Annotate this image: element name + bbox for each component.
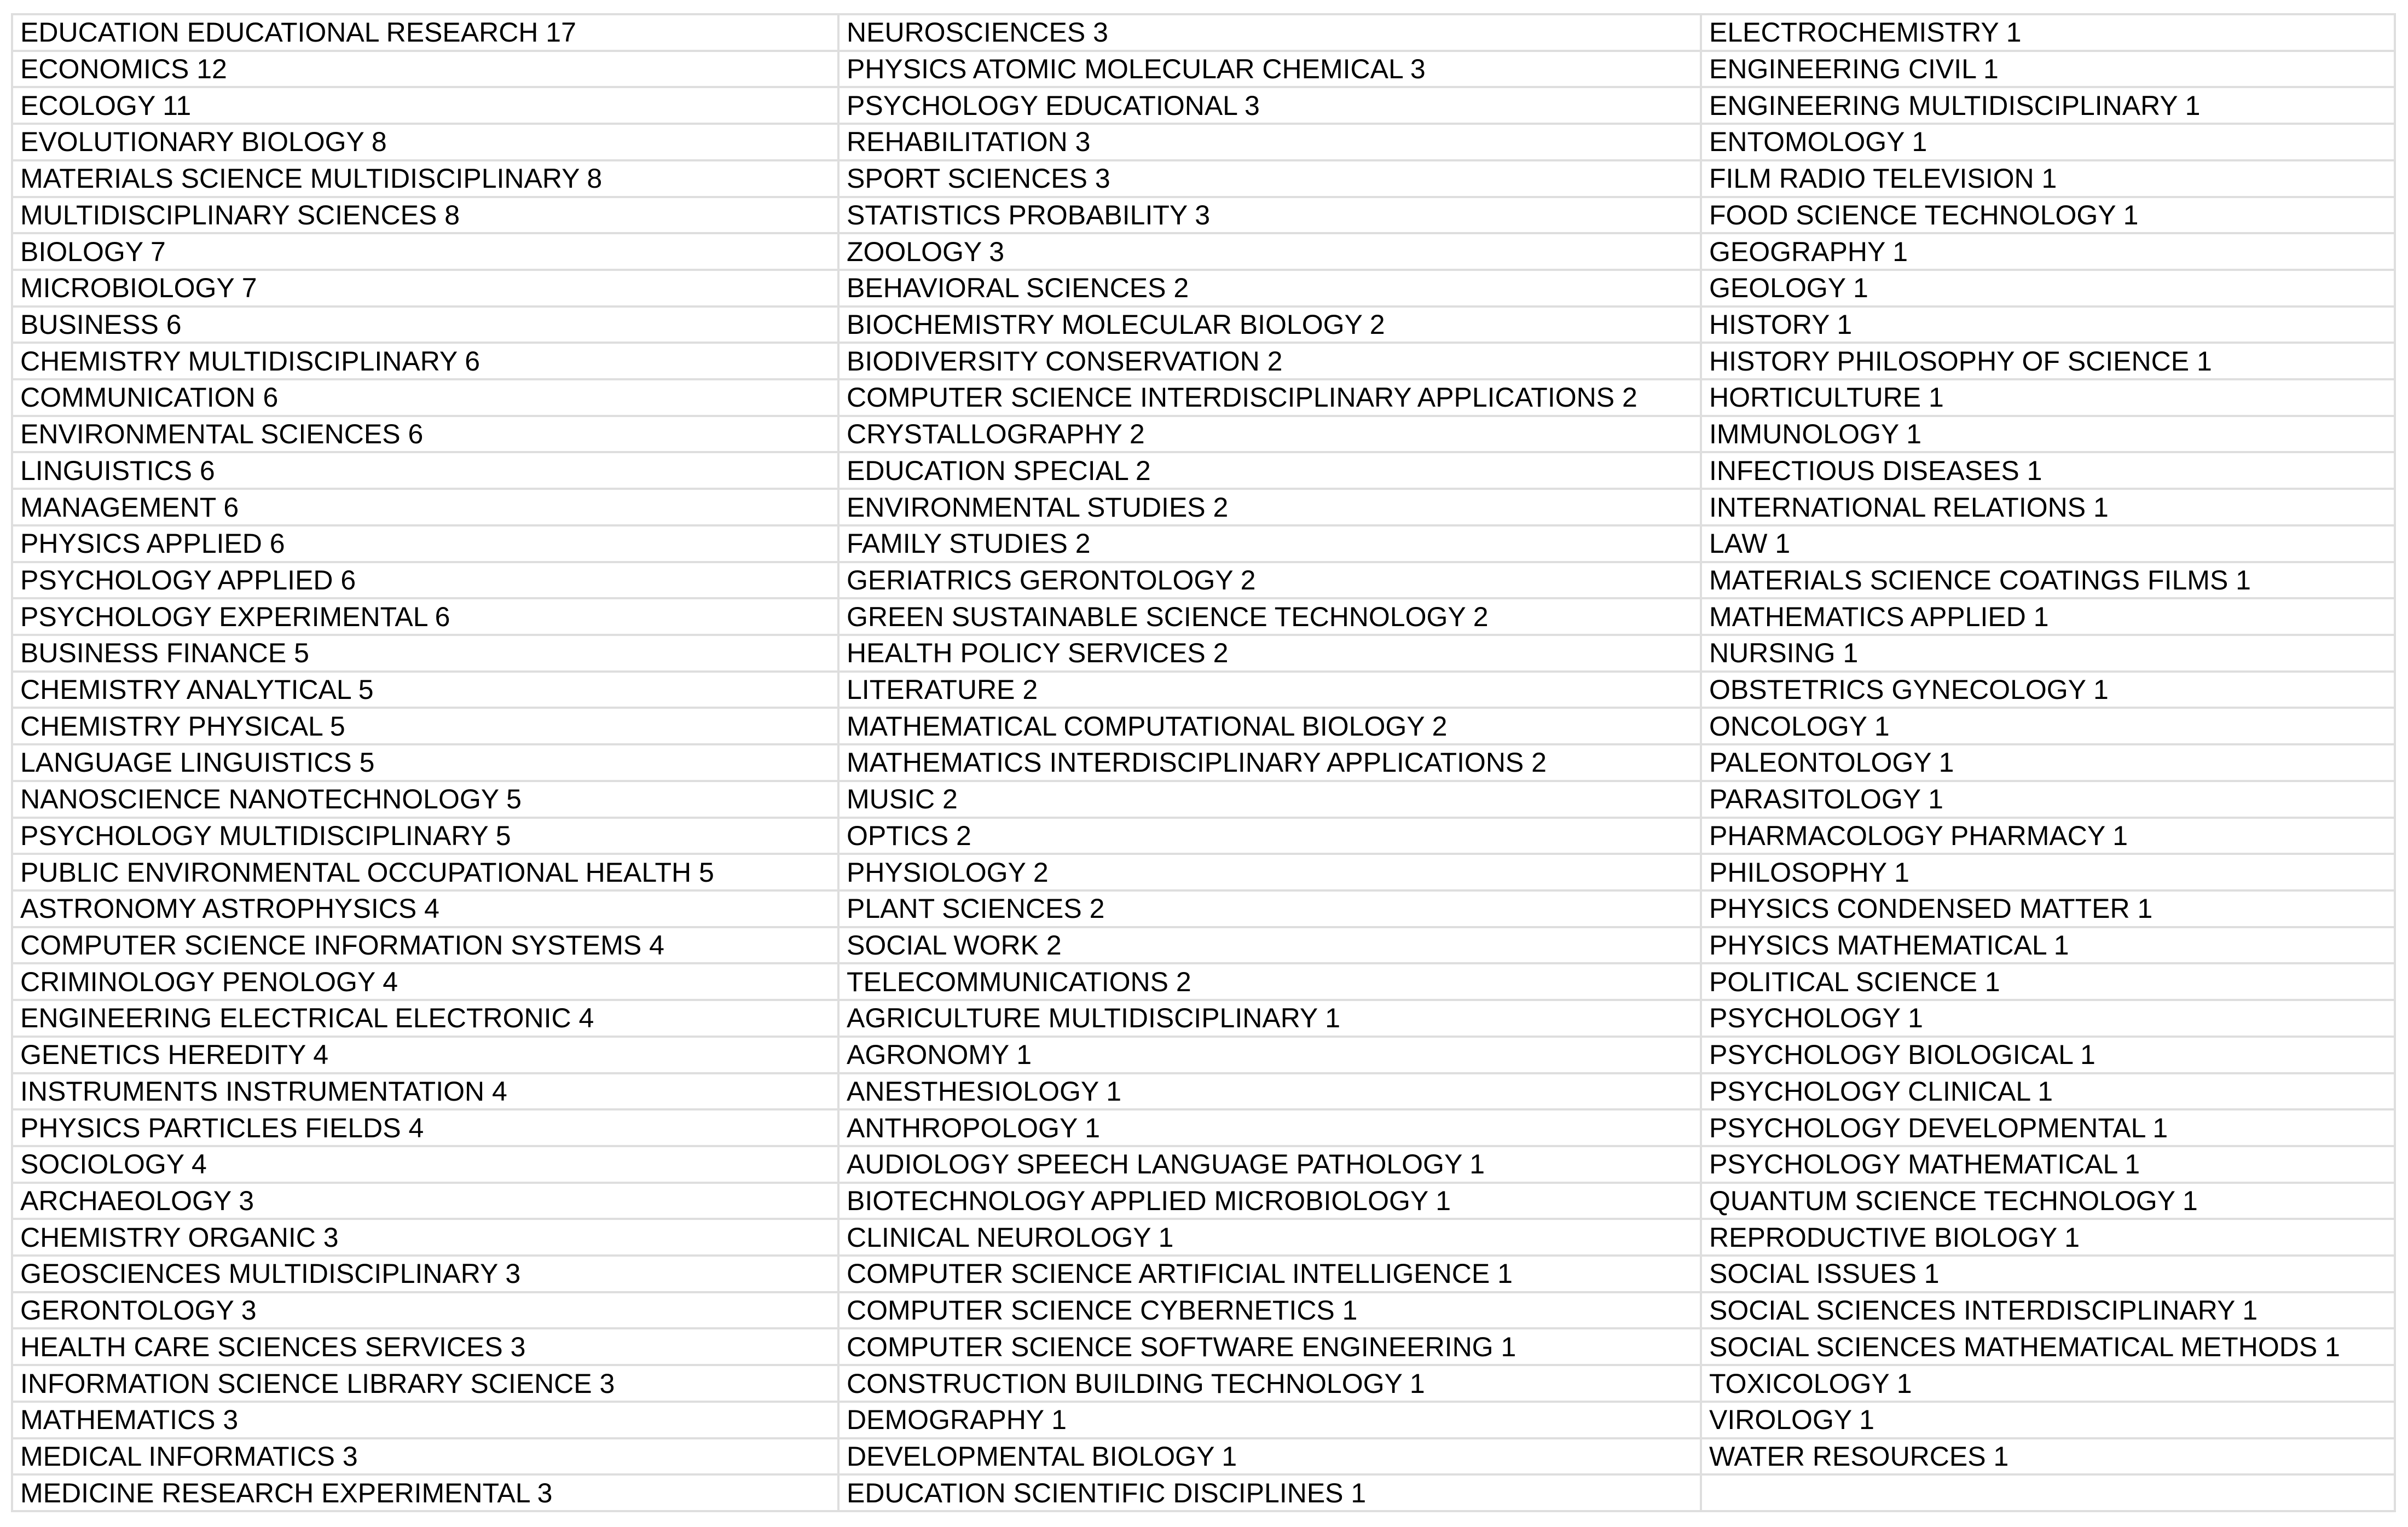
table-cell: COMMUNICATION 6 bbox=[13, 380, 837, 415]
table-cell: ELECTROCHEMISTRY 1 bbox=[1702, 15, 2394, 50]
table-cell: CRYSTALLOGRAPHY 2 bbox=[840, 417, 1700, 452]
table-cell: TELECOMMUNICATIONS 2 bbox=[840, 964, 1700, 999]
table-cell: EDUCATION SPECIAL 2 bbox=[840, 453, 1700, 488]
table-cell: GREEN SUSTAINABLE SCIENCE TECHNOLOGY 2 bbox=[840, 599, 1700, 634]
table-cell: BIODIVERSITY CONSERVATION 2 bbox=[840, 344, 1700, 378]
table-cell: PHYSICS APPLIED 6 bbox=[13, 527, 837, 561]
table-cell: SOCIOLOGY 4 bbox=[13, 1147, 837, 1182]
table-cell: ENGINEERING MULTIDISCIPLINARY 1 bbox=[1702, 88, 2394, 123]
table-cell: CLINICAL NEUROLOGY 1 bbox=[840, 1220, 1700, 1254]
table-cell: CRIMINOLOGY PENOLOGY 4 bbox=[13, 964, 837, 999]
table-cell: HISTORY PHILOSOPHY OF SCIENCE 1 bbox=[1702, 344, 2394, 378]
table-cell: PSYCHOLOGY BIOLOGICAL 1 bbox=[1702, 1038, 2394, 1072]
table-cell: CHEMISTRY PHYSICAL 5 bbox=[13, 709, 837, 743]
subject-categories-table bbox=[11, 13, 2396, 1512]
table-cell: PHYSICS CONDENSED MATTER 1 bbox=[1702, 892, 2394, 926]
table-cell: MEDICAL INFORMATICS 3 bbox=[13, 1439, 837, 1474]
table-cell: LITERATURE 2 bbox=[840, 673, 1700, 707]
table-cell: EDUCATION SCIENTIFIC DISCIPLINES 1 bbox=[840, 1476, 1700, 1510]
table-cell bbox=[1702, 1476, 2394, 1510]
table-cell: CHEMISTRY ORGANIC 3 bbox=[13, 1220, 837, 1254]
table-cell: PSYCHOLOGY CLINICAL 1 bbox=[1702, 1074, 2394, 1109]
table-cell: MATERIALS SCIENCE COATINGS FILMS 1 bbox=[1702, 563, 2394, 598]
table-cell: COMPUTER SCIENCE SOFTWARE ENGINEERING 1 bbox=[840, 1329, 1700, 1364]
table-cell: ENVIRONMENTAL STUDIES 2 bbox=[840, 490, 1700, 524]
table-cell: GERONTOLOGY 3 bbox=[13, 1293, 837, 1328]
table-cell: PHARMACOLOGY PHARMACY 1 bbox=[1702, 819, 2394, 853]
table-cell: BIOCHEMISTRY MOLECULAR BIOLOGY 2 bbox=[840, 308, 1700, 342]
table-cell: INFECTIOUS DISEASES 1 bbox=[1702, 453, 2394, 488]
table-cell: GEOSCIENCES MULTIDISCIPLINARY 3 bbox=[13, 1257, 837, 1291]
table-cell: MATERIALS SCIENCE MULTIDISCIPLINARY 8 bbox=[13, 161, 837, 196]
table-cell: GEOLOGY 1 bbox=[1702, 271, 2394, 305]
table-cell: PSYCHOLOGY 1 bbox=[1702, 1001, 2394, 1036]
table-cell: SOCIAL WORK 2 bbox=[840, 928, 1700, 963]
table-cell: ZOOLOGY 3 bbox=[840, 234, 1700, 269]
table-cell: NURSING 1 bbox=[1702, 636, 2394, 670]
table-cell: VIROLOGY 1 bbox=[1702, 1403, 2394, 1437]
table-cell: CONSTRUCTION BUILDING TECHNOLOGY 1 bbox=[840, 1366, 1700, 1401]
table-cell: POLITICAL SCIENCE 1 bbox=[1702, 964, 2394, 999]
table-cell: PHYSIOLOGY 2 bbox=[840, 855, 1700, 889]
table-cell: PHILOSOPHY 1 bbox=[1702, 855, 2394, 889]
table-cell: REHABILITATION 3 bbox=[840, 125, 1700, 159]
table-cell: COMPUTER SCIENCE INFORMATION SYSTEMS 4 bbox=[13, 928, 837, 963]
table-cell: BIOTECHNOLOGY APPLIED MICROBIOLOGY 1 bbox=[840, 1184, 1700, 1218]
table-cell: MATHEMATICAL COMPUTATIONAL BIOLOGY 2 bbox=[840, 709, 1700, 743]
table-cell: EDUCATION EDUCATIONAL RESEARCH 17 bbox=[13, 15, 837, 50]
table-cell: DEMOGRAPHY 1 bbox=[840, 1403, 1700, 1437]
table-cell: BIOLOGY 7 bbox=[13, 234, 837, 269]
table-cell: LANGUAGE LINGUISTICS 5 bbox=[13, 745, 837, 780]
table-cell: ENGINEERING ELECTRICAL ELECTRONIC 4 bbox=[13, 1001, 837, 1036]
table-cell: LINGUISTICS 6 bbox=[13, 453, 837, 488]
table-cell: FAMILY STUDIES 2 bbox=[840, 527, 1700, 561]
table-cell: MATHEMATICS APPLIED 1 bbox=[1702, 599, 2394, 634]
table-cell: NEUROSCIENCES 3 bbox=[840, 15, 1700, 50]
table-cell: HISTORY 1 bbox=[1702, 308, 2394, 342]
table-cell: GENETICS HEREDITY 4 bbox=[13, 1038, 837, 1072]
table-cell: BUSINESS 6 bbox=[13, 308, 837, 342]
table-cell: PHYSICS PARTICLES FIELDS 4 bbox=[13, 1110, 837, 1145]
table-cell: ECONOMICS 12 bbox=[13, 52, 837, 86]
table-cell: ARCHAEOLOGY 3 bbox=[13, 1184, 837, 1218]
table-cell: QUANTUM SCIENCE TECHNOLOGY 1 bbox=[1702, 1184, 2394, 1218]
table-cell: ANESTHESIOLOGY 1 bbox=[840, 1074, 1700, 1109]
table-cell: PHYSICS MATHEMATICAL 1 bbox=[1702, 928, 2394, 963]
table-cell: ASTRONOMY ASTROPHYSICS 4 bbox=[13, 892, 837, 926]
table-cell: AGRICULTURE MULTIDISCIPLINARY 1 bbox=[840, 1001, 1700, 1036]
table-cell: PSYCHOLOGY MATHEMATICAL 1 bbox=[1702, 1147, 2394, 1182]
table-cell: MICROBIOLOGY 7 bbox=[13, 271, 837, 305]
table-cell: ANTHROPOLOGY 1 bbox=[840, 1110, 1700, 1145]
table-cell: PALEONTOLOGY 1 bbox=[1702, 745, 2394, 780]
table-cell: ENGINEERING CIVIL 1 bbox=[1702, 52, 2394, 86]
table-cell: OPTICS 2 bbox=[840, 819, 1700, 853]
table-cell: PUBLIC ENVIRONMENTAL OCCUPATIONAL HEALTH 5 bbox=[13, 855, 837, 889]
table-cell: WATER RESOURCES 1 bbox=[1702, 1439, 2394, 1474]
table-cell: AGRONOMY 1 bbox=[840, 1038, 1700, 1072]
table-cell: STATISTICS PROBABILITY 3 bbox=[840, 198, 1700, 233]
table-cell: PSYCHOLOGY EDUCATIONAL 3 bbox=[840, 88, 1700, 123]
table-cell: ECOLOGY 11 bbox=[13, 88, 837, 123]
table-cell: HORTICULTURE 1 bbox=[1702, 380, 2394, 415]
table-cell: PLANT SCIENCES 2 bbox=[840, 892, 1700, 926]
table-cell: ENTOMOLOGY 1 bbox=[1702, 125, 2394, 159]
table-cell: SOCIAL SCIENCES MATHEMATICAL METHODS 1 bbox=[1702, 1329, 2394, 1364]
table-cell: INSTRUMENTS INSTRUMENTATION 4 bbox=[13, 1074, 837, 1109]
table-cell: COMPUTER SCIENCE INTERDISCIPLINARY APPLICATIONS 2 bbox=[840, 380, 1700, 415]
table-cell: FOOD SCIENCE TECHNOLOGY 1 bbox=[1702, 198, 2394, 233]
table-cell: CHEMISTRY MULTIDISCIPLINARY 6 bbox=[13, 344, 837, 378]
table-cell: MATHEMATICS INTERDISCIPLINARY APPLICATIONS 2 bbox=[840, 745, 1700, 780]
table-cell: PSYCHOLOGY APPLIED 6 bbox=[13, 563, 837, 598]
table-cell: MATHEMATICS 3 bbox=[13, 1403, 837, 1437]
table-cell: ONCOLOGY 1 bbox=[1702, 709, 2394, 743]
table-cell: DEVELOPMENTAL BIOLOGY 1 bbox=[840, 1439, 1700, 1474]
table-cell: GERIATRICS GERONTOLOGY 2 bbox=[840, 563, 1700, 598]
table-cell: COMPUTER SCIENCE CYBERNETICS 1 bbox=[840, 1293, 1700, 1328]
table-cell: REPRODUCTIVE BIOLOGY 1 bbox=[1702, 1220, 2394, 1254]
table-cell: COMPUTER SCIENCE ARTIFICIAL INTELLIGENCE 1 bbox=[840, 1257, 1700, 1291]
table-cell: HEALTH POLICY SERVICES 2 bbox=[840, 636, 1700, 670]
table-cell: BUSINESS FINANCE 5 bbox=[13, 636, 837, 670]
table-cell: TOXICOLOGY 1 bbox=[1702, 1366, 2394, 1401]
table-cell: INTERNATIONAL RELATIONS 1 bbox=[1702, 490, 2394, 524]
table-cell: HEALTH CARE SCIENCES SERVICES 3 bbox=[13, 1329, 837, 1364]
table-cell: FILM RADIO TELEVISION 1 bbox=[1702, 161, 2394, 196]
table-cell: SPORT SCIENCES 3 bbox=[840, 161, 1700, 196]
table-cell: PSYCHOLOGY EXPERIMENTAL 6 bbox=[13, 599, 837, 634]
table-cell: PHYSICS ATOMIC MOLECULAR CHEMICAL 3 bbox=[840, 52, 1700, 86]
table-cell: MEDICINE RESEARCH EXPERIMENTAL 3 bbox=[13, 1476, 837, 1510]
table-cell: INFORMATION SCIENCE LIBRARY SCIENCE 3 bbox=[13, 1366, 837, 1401]
table-cell: NANOSCIENCE NANOTECHNOLOGY 5 bbox=[13, 782, 837, 817]
table-cell: PSYCHOLOGY MULTIDISCIPLINARY 5 bbox=[13, 819, 837, 853]
table-cell: GEOGRAPHY 1 bbox=[1702, 234, 2394, 269]
table-cell: LAW 1 bbox=[1702, 527, 2394, 561]
table-cell: PARASITOLOGY 1 bbox=[1702, 782, 2394, 817]
table-cell: MUSIC 2 bbox=[840, 782, 1700, 817]
table-cell: BEHAVIORAL SCIENCES 2 bbox=[840, 271, 1700, 305]
table-cell: PSYCHOLOGY DEVELOPMENTAL 1 bbox=[1702, 1110, 2394, 1145]
table-cell: SOCIAL SCIENCES INTERDISCIPLINARY 1 bbox=[1702, 1293, 2394, 1328]
table-cell: MANAGEMENT 6 bbox=[13, 490, 837, 524]
table-cell: SOCIAL ISSUES 1 bbox=[1702, 1257, 2394, 1291]
table-cell: CHEMISTRY ANALYTICAL 5 bbox=[13, 673, 837, 707]
table-cell: IMMUNOLOGY 1 bbox=[1702, 417, 2394, 452]
table-cell: EVOLUTIONARY BIOLOGY 8 bbox=[13, 125, 837, 159]
table-cell: AUDIOLOGY SPEECH LANGUAGE PATHOLOGY 1 bbox=[840, 1147, 1700, 1182]
table-cell: MULTIDISCIPLINARY SCIENCES 8 bbox=[13, 198, 837, 233]
table-cell: ENVIRONMENTAL SCIENCES 6 bbox=[13, 417, 837, 452]
table-cell: OBSTETRICS GYNECOLOGY 1 bbox=[1702, 673, 2394, 707]
